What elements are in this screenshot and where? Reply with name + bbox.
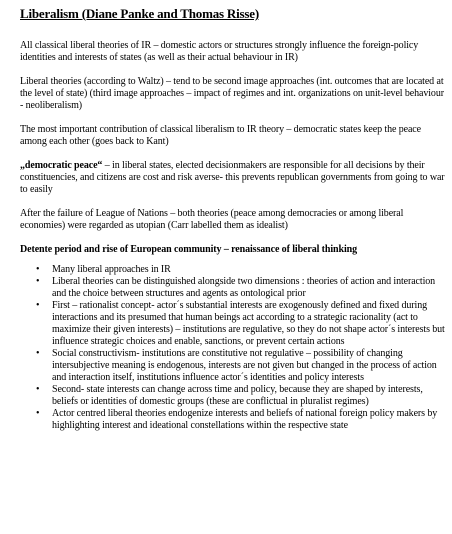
document-page bbox=[20, 6, 446, 432]
paragraph-kant: The most important contribution of classical liberalism to IR theory – democratic states keep the peace among each other (goes back to Kant) bbox=[20, 124, 421, 147]
document-title: Liberalism (Diane Panke and Thomas Risse) bbox=[20, 6, 259, 21]
list-item: • Liberal theories can be distinguished alongside two dimensions : theories of action and interaction and the choice between structures and agents as ontological prior bbox=[52, 276, 446, 300]
list-item: • Social constructivism- institutions are constitutive not regulative – possibility of changing intersubjective meaning is endogenous, interests are not given but changed in the process of action and interaction itself, institutions influence actor´s identities and policy interests bbox=[52, 348, 446, 384]
paragraph-democratic-peace bbox=[20, 160, 446, 196]
list-item: • Second- state interests can change across time and policy, because they are shaped by interests, beliefs or identities of domestic groups (these are conflictual in pluralist regimes) bbox=[52, 384, 446, 408]
section-heading-detente: Detente period and rise of European community – renaissance of liberal thinking bbox=[20, 244, 358, 255]
bullet-list bbox=[20, 264, 446, 432]
democratic-peace-text: – in liberal states, elected decisionmakers are responsible for all decisions by their constituencies, and citizens are cost and risk averse- this prevents republican governments from going to war to easily bbox=[20, 160, 445, 195]
list-item: • Actor centred liberal theories endogenize interests and beliefs of national foreign policy makers by highlighting interest and ideational constellations within the respective state bbox=[52, 408, 446, 432]
democratic-peace-term: „democratic peace“ bbox=[20, 160, 103, 171]
paragraph-waltz: Liberal theories (according to Waltz) – tend to be second image approaches (int. outcomes that are located at the level of state) (third image approaches – impact of regimes and int. organizations on unit-level behaviour - neoliberalism) bbox=[20, 76, 444, 111]
list-item: • Many liberal approaches in IR bbox=[52, 264, 446, 276]
paragraph-classical-liberal-theories: All classical liberal theories of IR – domestic actors or structures strongly influence the foreign-policy identities and interests of states (as well as their actual behaviour in IR) bbox=[20, 40, 419, 63]
paragraph-league-of-nations: After the failure of League of Nations – both theories (peace among democracies or among liberal economies) were regarded as utopian (Carr labelled them as idealist) bbox=[20, 208, 404, 231]
list-item: • First – rationalist concept- actor´s substantial interests are exogenously defined and fixed during interactions and its presumed that human beings act according to a strategic racionality (act to maximize their given interests) – institutions are regulative, so they do not shape actor´s interests but influence strategic choices and enable, sanctions, or prevent certain actions bbox=[52, 300, 446, 348]
